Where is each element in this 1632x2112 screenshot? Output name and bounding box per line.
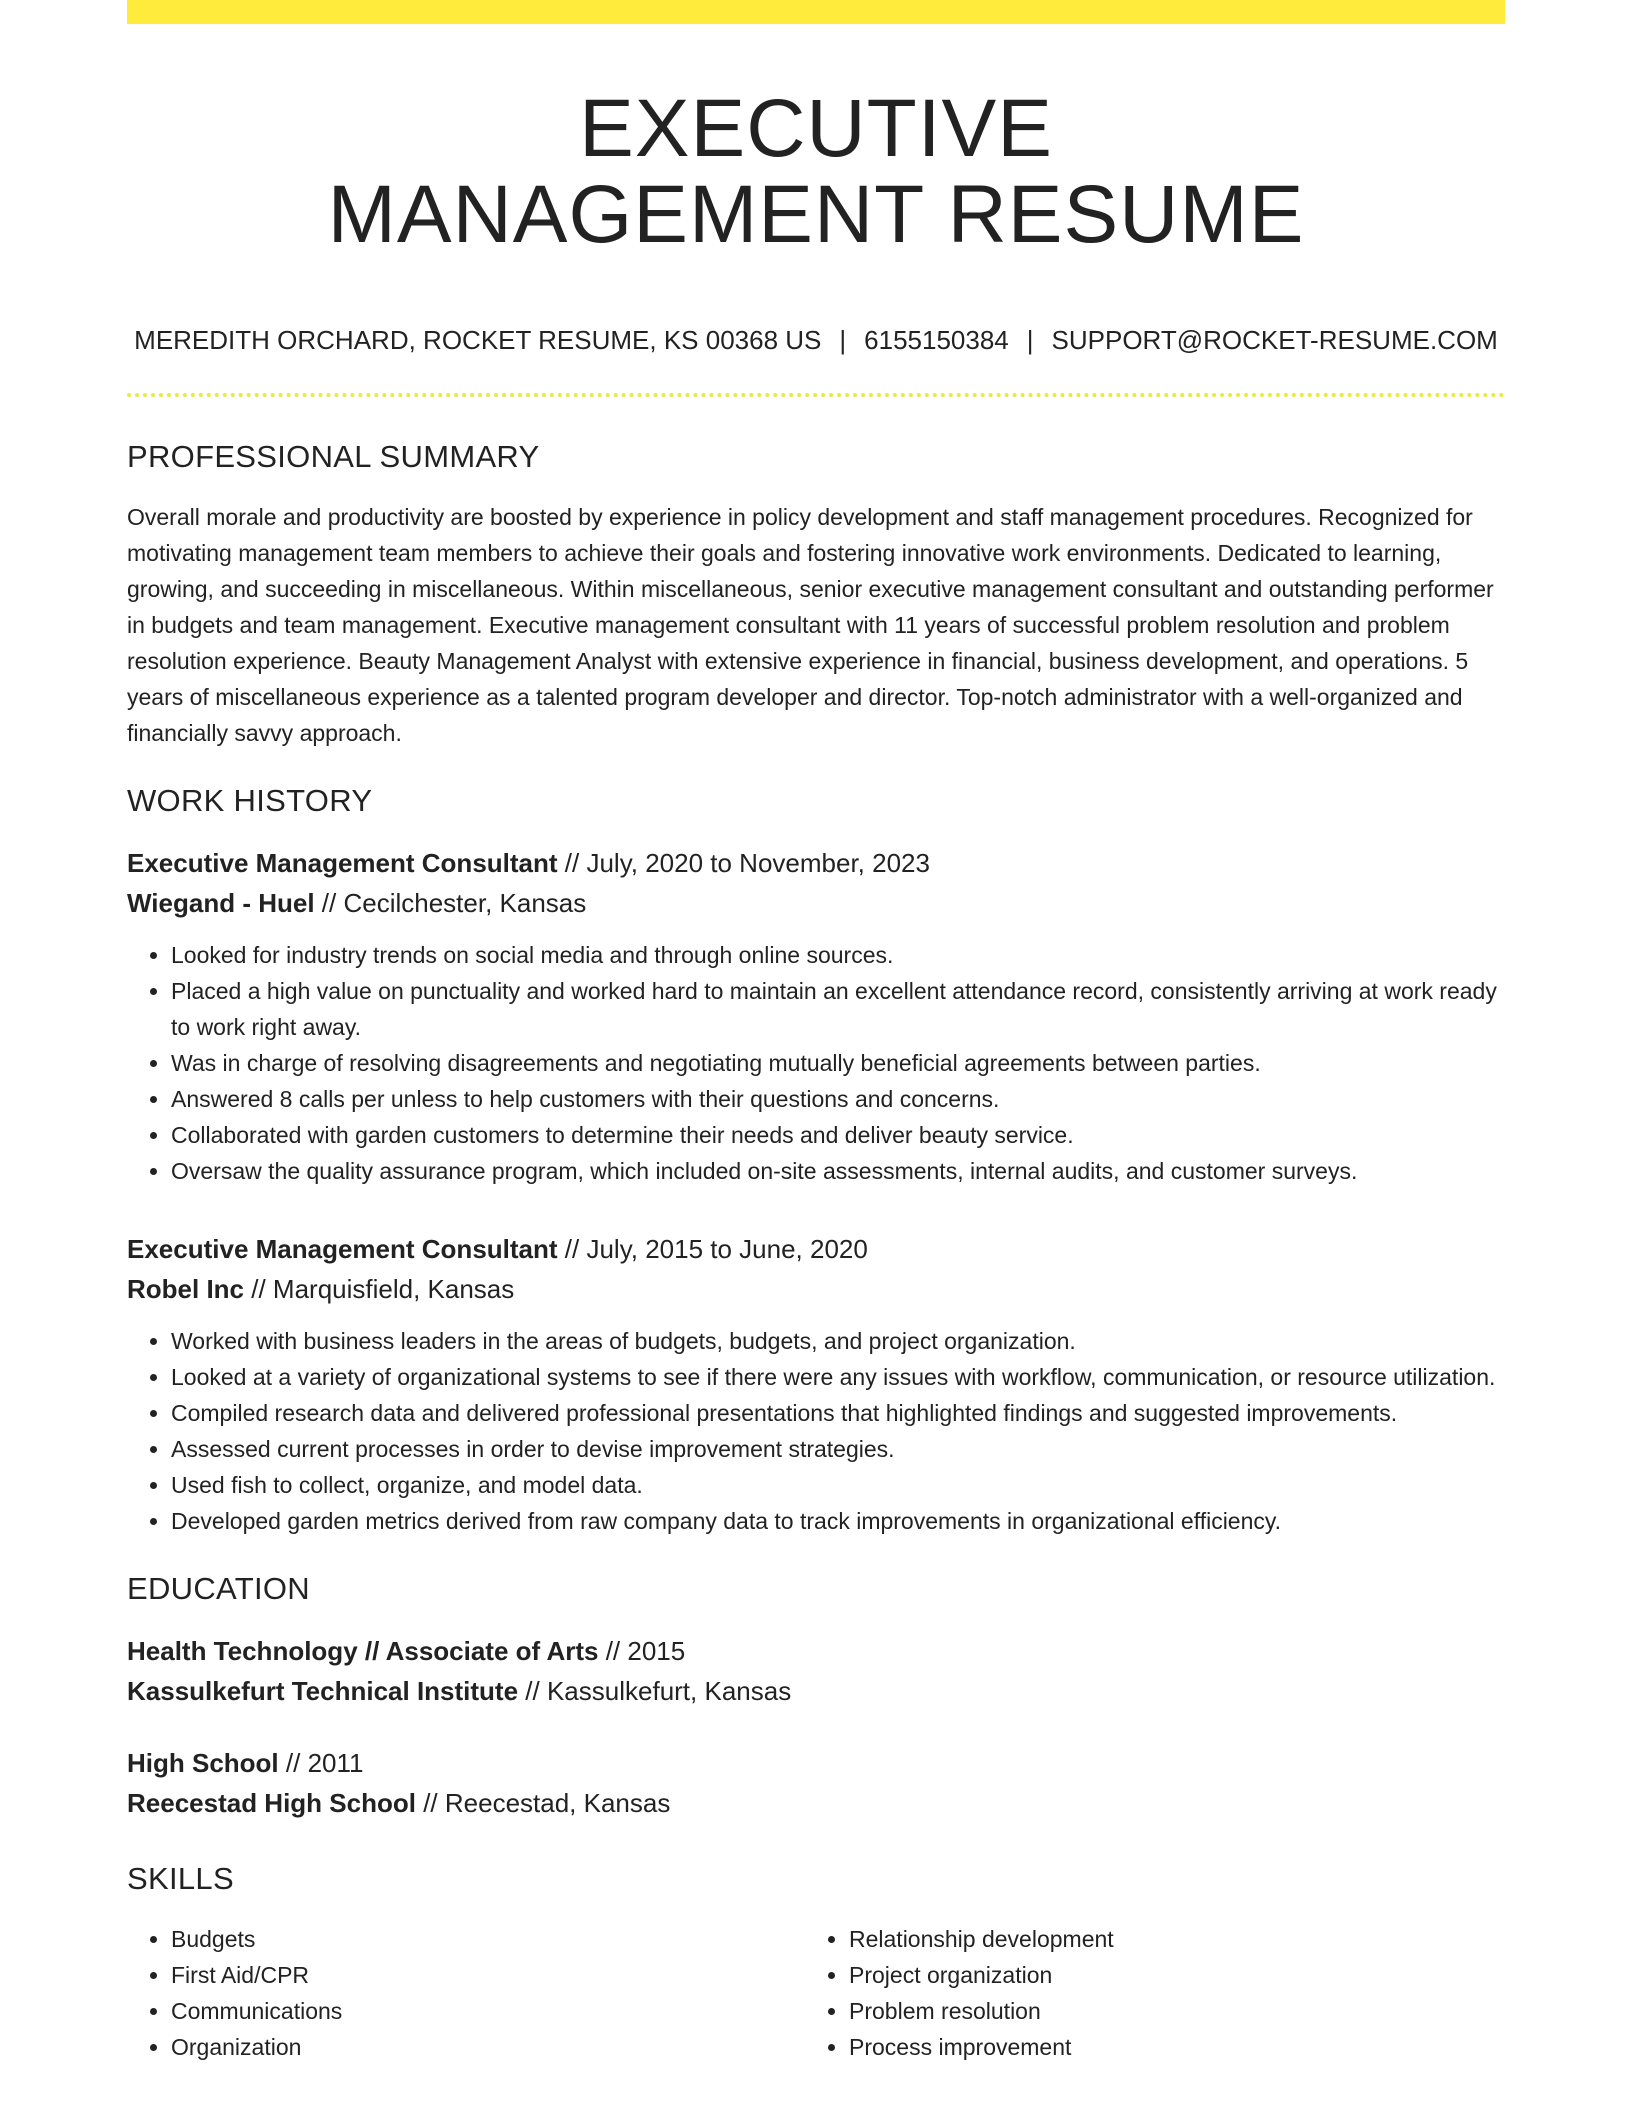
skill-item: • Problem resolution [849,1993,1483,2029]
skill-item: • Process improvement [849,2029,1483,2065]
skill-item: • Relationship development [849,1921,1483,1957]
summary-text: Overall morale and productivity are boosted by experience in policy development and staff management procedures. Recognized for motivating management team members to achieve their goals and fostering innovative work environments. Dedicated to learning, growing, and succeeding in miscellaneous. Within miscellaneous, senior executive management consultant and outstanding performer in budgets and team management. Executive management consultant with 11 years of successful problem resolution and problem resolution experience. Beauty Management Analyst with extensive experience in financial, business development, and operations. 5 years of miscellaneous experience as a talented program developer and director. Top-notch administrator with a well-organized and financially savvy approach. [127,504,1494,746]
contact-phone: 6155150384 [864,325,1009,355]
job-bullet: • Oversaw the quality assurance program, which included on-site assessments, internal audits, and customer surveys. [171,1153,1505,1189]
skills-list-right [805,1921,1483,2065]
education-year: // 2015 [605,1636,686,1666]
education-year: // 2011 [285,1748,364,1778]
skill-item: • Project organization [849,1957,1483,1993]
skill-item: • Communications [171,1993,805,2029]
education-school-line [127,1783,1505,1823]
job-dates: // July, 2015 to June, 2020 [564,1234,868,1264]
education-school-line [127,1671,1505,1711]
job-bullet: • Placed a high value on punctuality and worked hard to maintain an excellent attendance record, consistently arriving at work ready to work right away. [171,973,1505,1045]
job-bullet: • Used fish to collect, organize, and model data. [171,1467,1505,1503]
education-entry [127,1743,1505,1823]
skills-heading: SKILLS [127,1861,234,1896]
skill-item: • Budgets [171,1921,805,1957]
job-title-line [127,1229,1505,1269]
job-bullets [127,1323,1505,1539]
skills-list-left [127,1921,805,2065]
job-location: // Cecilchester, Kansas [321,888,587,918]
contact-address: MEREDITH ORCHARD, ROCKET RESUME, KS 00368 US [134,325,822,355]
job-entry [127,843,1505,1189]
resume-title [127,83,1505,260]
job-company-line [127,883,1505,923]
job-bullet: • Developed garden metrics derived from raw company data to track improvements in organizational efficiency. [171,1503,1505,1539]
education-school: Kassulkefurt Technical Institute [127,1676,519,1706]
work-history-heading: WORK HISTORY [127,783,373,818]
title-line-2: MANAGEMENT RESUME [327,169,1305,260]
education-location: // Kassulkefurt, Kansas [525,1676,792,1706]
education-heading: EDUCATION [127,1571,310,1606]
contact-separator: | [839,325,847,355]
resume-page [127,0,1505,2065]
contact-line [127,324,1505,356]
job-bullet: • Looked for industry trends on social media and through online sources. [171,937,1505,973]
education-degree-line [127,1743,1505,1783]
job-bullet: • Compiled research data and delivered professional presentations that highlighted findings and suggested improvements. [171,1395,1505,1431]
job-title: Executive Management Consultant [127,848,558,878]
skill-item: • Organization [171,2029,805,2065]
title-line-1: EXECUTIVE [579,83,1053,174]
education-entry [127,1631,1505,1711]
job-title-line [127,843,1505,883]
job-bullet: • Looked at a variety of organizational systems to see if there were any issues with workflow, communication, or resource utilization. [171,1359,1505,1395]
contact-email: SUPPORT@ROCKET-RESUME.COM [1051,325,1498,355]
skill-item: • First Aid/CPR [171,1957,805,1993]
skills-columns [127,1921,1505,2065]
job-entry [127,1229,1505,1539]
job-bullet: • Was in charge of resolving disagreements and negotiating mutually beneficial agreements between parties. [171,1045,1505,1081]
dotted-divider [127,393,1505,397]
education-school: Reecestad High School [127,1788,416,1818]
job-company: Wiegand - Huel [127,888,315,918]
job-dates: // July, 2020 to November, 2023 [564,848,930,878]
job-bullet: • Collaborated with garden customers to determine their needs and deliver beauty service. [171,1117,1505,1153]
education-degree-line [127,1631,1505,1671]
job-company-line [127,1269,1505,1309]
job-company: Robel Inc [127,1274,245,1304]
accent-top-bar [127,0,1505,24]
contact-separator: | [1026,325,1034,355]
job-bullet: • Answered 8 calls per unless to help customers with their questions and concerns. [171,1081,1505,1117]
education-degree: Health Technology // Associate of Arts [127,1636,599,1666]
summary-heading: PROFESSIONAL SUMMARY [127,439,540,474]
education-location: // Reecestad, Kansas [423,1788,671,1818]
job-bullet: • Assessed current processes in order to devise improvement strategies. [171,1431,1505,1467]
job-bullets [127,937,1505,1189]
education-degree: High School [127,1748,279,1778]
job-location: // Marquisfield, Kansas [251,1274,515,1304]
job-title: Executive Management Consultant [127,1234,558,1264]
job-bullet: • Worked with business leaders in the areas of budgets, budgets, and project organization. [171,1323,1505,1359]
